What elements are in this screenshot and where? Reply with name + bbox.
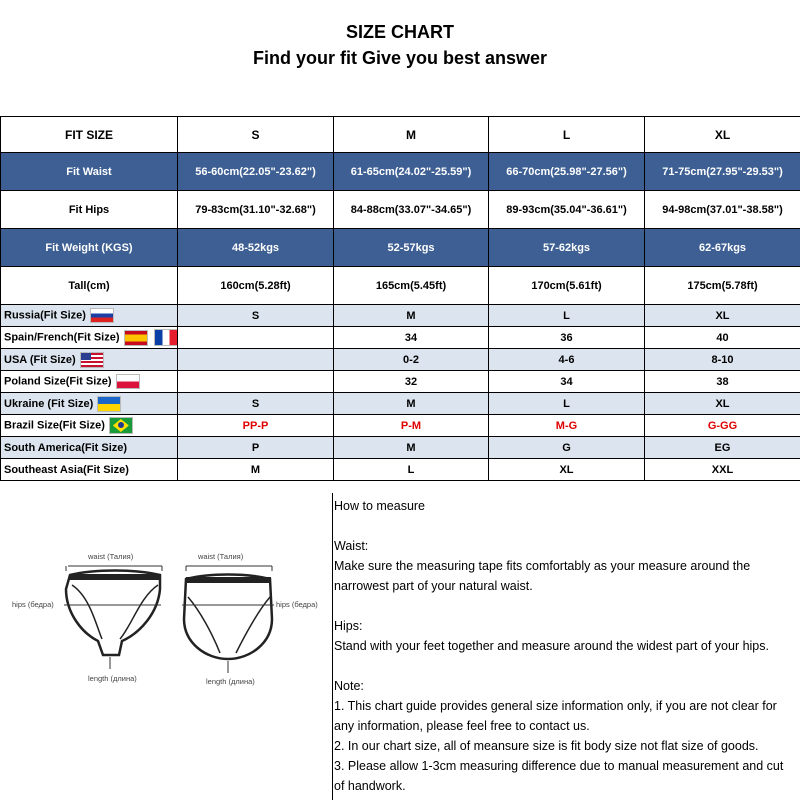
note-title: Note: [334, 676, 796, 696]
table-row-russia [1, 305, 800, 327]
measure-section [0, 493, 800, 800]
table-cell: M [334, 305, 489, 327]
table-cell: 170cm(5.61ft) [489, 267, 645, 305]
russia-flag-icon [90, 308, 114, 323]
table-row-fit-hips [1, 191, 800, 229]
hips-text: Stand with your feet together and measure around the widest part of your hips. [334, 636, 796, 656]
brazil-flag-icon [109, 417, 133, 434]
row-label: Fit Hips [1, 191, 178, 229]
table-cell: 52-57kgs [334, 229, 489, 267]
table-row-fit-weight [1, 229, 800, 267]
table-cell: 79-83cm(31.10"-32.68") [178, 191, 334, 229]
table-cell: 34 [489, 371, 645, 393]
table-cell: PP-P [178, 415, 334, 437]
table-cell: 61-65cm(24.02"-25.59") [334, 153, 489, 191]
table-cell: XL [645, 393, 800, 415]
table-cell: 89-93cm(35.04"-36.61") [489, 191, 645, 229]
hips-title: Hips: [334, 616, 796, 636]
table-cell: M-G [489, 415, 645, 437]
table-cell: 8-10 [645, 349, 800, 371]
size-xl-header: XL [645, 117, 800, 153]
row-label [1, 349, 178, 371]
row-label-text: USA (Fit Size) [4, 353, 76, 365]
table-cell: M [334, 393, 489, 415]
size-l-header: L [489, 117, 645, 153]
table-cell: 32 [334, 371, 489, 393]
size-table [0, 116, 800, 481]
table-cell: L [489, 305, 645, 327]
row-label [1, 371, 178, 393]
table-cell: G-GG [645, 415, 800, 437]
table-cell: M [178, 459, 334, 481]
table-cell: S [178, 305, 334, 327]
spain-flag-icon [124, 330, 148, 346]
table-row-fit-waist [1, 153, 800, 191]
table-row-tall [1, 267, 800, 305]
table-cell: 62-67kgs [645, 229, 800, 267]
table-cell [178, 349, 334, 371]
poland-flag-icon [116, 374, 140, 389]
table-cell: P-M [334, 415, 489, 437]
table-cell: XXL [645, 459, 800, 481]
table-row-usa [1, 349, 800, 371]
table-cell: L [489, 393, 645, 415]
table-cell: 66-70cm(25.98"-27.56") [489, 153, 645, 191]
spacer [334, 656, 796, 676]
table-cell: 175cm(5.78ft) [645, 267, 800, 305]
fit-size-header: FIT SIZE [1, 117, 178, 153]
table-cell: 84-88cm(33.07"-34.65") [334, 191, 489, 229]
table-cell: 38 [645, 371, 800, 393]
table-cell: 71-75cm(27.95"-29.53") [645, 153, 800, 191]
france-flag-icon [154, 329, 178, 346]
note-item: 3. Please allow 1-3cm measuring difference due to manual measurement and cut of handwork. [334, 756, 796, 796]
spacer [334, 596, 796, 616]
underwear-diagram-icon [0, 493, 332, 800]
table-row-poland [1, 371, 800, 393]
row-label [1, 305, 178, 327]
waist-label-left: waist (Талия) [87, 552, 134, 561]
row-label [1, 393, 178, 415]
row-label: Southeast Asia(Fit Size) [1, 459, 178, 481]
size-m-header: M [334, 117, 489, 153]
hips-label-right: hips (бедра) [276, 600, 318, 609]
table-cell: 165cm(5.45ft) [334, 267, 489, 305]
table-cell: 48-52kgs [178, 229, 334, 267]
hips-label-left: hips (бедра) [12, 600, 54, 609]
table-cell: 94-98cm(37.01"-38.58") [645, 191, 800, 229]
table-cell: 4-6 [489, 349, 645, 371]
row-label [1, 327, 178, 349]
table-cell: 40 [645, 327, 800, 349]
table-cell [178, 371, 334, 393]
row-label: Fit Weight (KGS) [1, 229, 178, 267]
table-row-south-america [1, 437, 800, 459]
length-label-left: length (длина) [88, 674, 137, 683]
table-cell: P [178, 437, 334, 459]
table-cell: XL [489, 459, 645, 481]
row-label: South America(Fit Size) [1, 437, 178, 459]
size-s-header: S [178, 117, 334, 153]
table-cell: L [334, 459, 489, 481]
table-cell: S [178, 393, 334, 415]
row-label: Fit Waist [1, 153, 178, 191]
table-cell: 34 [334, 327, 489, 349]
length-label-right: length (длина) [206, 677, 255, 686]
section-divider [332, 493, 333, 800]
table-cell: EG [645, 437, 800, 459]
row-label-text: Brazil Size(Fit Size) [4, 419, 105, 431]
waist-text: Make sure the measuring tape fits comfortably as your measure around the narrowest part of your natural waist. [334, 556, 796, 596]
waist-label-right: waist (Талия) [197, 552, 244, 561]
table-cell: G [489, 437, 645, 459]
title-block [0, 0, 800, 116]
note-item: 2. In our chart size, all of meansure size is fit body size not flat size of goods. [334, 736, 796, 756]
row-label-text: Russia(Fit Size) [4, 309, 86, 321]
table-row-spain-french [1, 327, 800, 349]
table-cell: 160cm(5.28ft) [178, 267, 334, 305]
note-item: 1. This chart guide provides general size information only, if you are not clear for any information, please feel free to contact us. [334, 696, 796, 736]
table-row-southeast-asia [1, 459, 800, 481]
table-cell: 56-60cm(22.05"-23.62") [178, 153, 334, 191]
ukraine-flag-icon [97, 396, 121, 412]
table-cell: 36 [489, 327, 645, 349]
usa-flag-icon [80, 352, 104, 368]
row-label-text: Poland Size(Fit Size) [4, 375, 112, 387]
measurement-illustration [0, 493, 332, 800]
table-cell: XL [645, 305, 800, 327]
table-row-ukraine [1, 393, 800, 415]
waist-title: Waist: [334, 536, 796, 556]
row-label-text: Ukraine (Fit Size) [4, 397, 93, 409]
page-title: SIZE CHART [0, 22, 800, 43]
measure-instructions [334, 496, 796, 796]
table-row-brazil [1, 415, 800, 437]
row-label [1, 415, 178, 437]
table-cell [178, 327, 334, 349]
table-cell: 57-62kgs [489, 229, 645, 267]
table-cell: 0-2 [334, 349, 489, 371]
row-label: Tall(cm) [1, 267, 178, 305]
table-cell: M [334, 437, 489, 459]
page-subtitle: Find your fit Give you best answer [0, 48, 800, 69]
size-header-row [1, 117, 800, 153]
row-label-text: Spain/French(Fit Size) [4, 331, 120, 343]
how-to-measure-heading: How to measure [334, 496, 796, 516]
spacer [334, 516, 796, 536]
